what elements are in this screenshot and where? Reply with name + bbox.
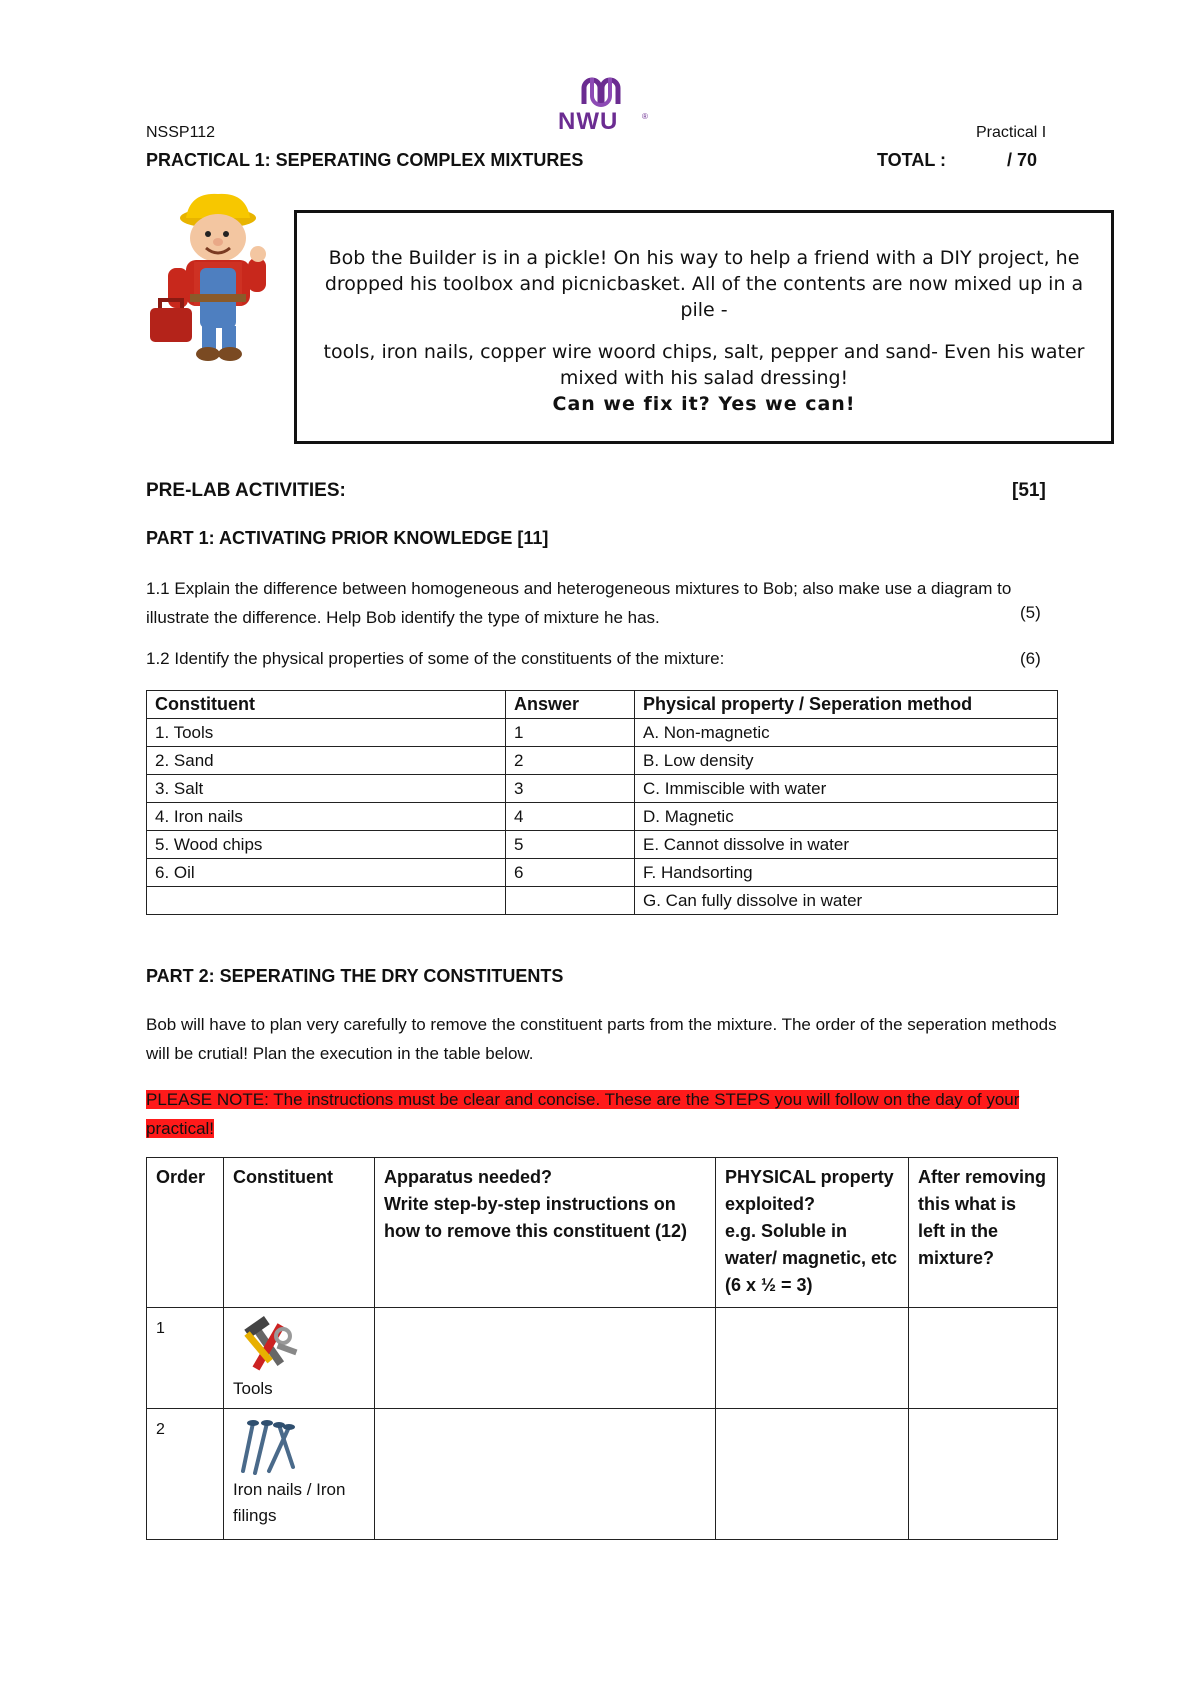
constituent-cell bbox=[224, 1308, 375, 1409]
table-header-row bbox=[147, 691, 1058, 719]
table-cell: D. Magnetic bbox=[635, 803, 1058, 831]
prelab-heading: PRE-LAB ACTIVITIES: bbox=[146, 480, 346, 501]
course-code: NSSP112 bbox=[146, 124, 216, 141]
table-cell: G. Can fully dissolve in water bbox=[635, 887, 1058, 915]
constituent-name: Tools bbox=[233, 1379, 273, 1398]
please-note bbox=[146, 1085, 1026, 1143]
prelab-marks: [51] bbox=[1012, 480, 1046, 501]
answer-cell[interactable]: 2 bbox=[506, 747, 635, 775]
after-answer-cell[interactable] bbox=[909, 1409, 1058, 1540]
question-1-2-marks: (6) bbox=[1020, 649, 1041, 668]
constituent-name: Iron nails / Iron filings bbox=[233, 1480, 346, 1525]
logo-registered-mark: ® bbox=[642, 112, 648, 121]
column-header: Physical property / Seperation method bbox=[635, 691, 1058, 719]
table-cell: C. Immiscible with water bbox=[635, 775, 1058, 803]
table-cell: E. Cannot dissolve in water bbox=[635, 831, 1058, 859]
table-row bbox=[147, 775, 1058, 803]
page-title: PRACTICAL 1: SEPERATING COMPLEX MIXTURES bbox=[146, 150, 584, 170]
apparatus-answer-cell[interactable] bbox=[375, 1308, 716, 1409]
please-note-text: PLEASE NOTE: The instructions must be clear and concise. These are the STEPS you will follow on the day of your practical! bbox=[146, 1090, 1020, 1138]
column-header-apparatus: Apparatus needed? Write step-by-step instructions on how to remove this constituent (12) bbox=[375, 1158, 716, 1308]
table-cell: 3. Salt bbox=[147, 775, 506, 803]
table-row bbox=[147, 1409, 1058, 1540]
story-line-1: Bob the Builder is in a pickle! On his way to help a friend with a DIY project, he dropped his toolbox and picnicbasket. All of the contents are now mixed up in a pile - bbox=[324, 247, 1084, 321]
story-slogan: Can we fix it? Yes we can! bbox=[552, 393, 856, 415]
story-line-2: tools, iron nails, copper wire woord chips, salt, pepper and sand- Even his water mixed with his salad dressing! bbox=[323, 341, 1085, 389]
nwu-logo bbox=[558, 74, 668, 138]
answer-cell[interactable]: 4 bbox=[506, 803, 635, 831]
table-cell: 5. Wood chips bbox=[147, 831, 506, 859]
part2-heading: PART 2: SEPERATING THE DRY CONSTITUENTS bbox=[146, 966, 564, 986]
table-row bbox=[147, 747, 1058, 775]
table-row bbox=[147, 803, 1058, 831]
order-number: 1 bbox=[156, 1320, 165, 1337]
practical-number: Practical I bbox=[976, 124, 1047, 141]
table-cell: B. Low density bbox=[635, 747, 1058, 775]
table-header-row bbox=[147, 1158, 1058, 1308]
matching-table bbox=[146, 690, 1058, 915]
answer-cell[interactable] bbox=[506, 887, 635, 915]
answer-cell[interactable]: 1 bbox=[506, 719, 635, 747]
question-1-2: 1.2 Identify the physical properties of some of the constituents of the mixture: bbox=[146, 649, 725, 668]
nwu-logo-icon bbox=[580, 74, 622, 108]
table-cell: 6. Oil bbox=[147, 859, 506, 887]
story-box bbox=[294, 210, 1114, 444]
separation-plan-table bbox=[146, 1157, 1058, 1540]
order-number: 2 bbox=[156, 1421, 165, 1438]
column-header-physical: PHYSICAL property exploited? e.g. Soluble in water/ magnetic, etc (6 x ½ = 3) bbox=[716, 1158, 909, 1308]
table-cell: A. Non-magnetic bbox=[635, 719, 1058, 747]
column-header-order: Order bbox=[147, 1158, 224, 1308]
column-header-constituent: Constituent bbox=[224, 1158, 375, 1308]
total-value: / 70 bbox=[1007, 150, 1038, 170]
column-header-after: After removing this what is left in the mixture? bbox=[909, 1158, 1058, 1308]
physical-answer-cell[interactable] bbox=[716, 1308, 909, 1409]
table-cell: 4. Iron nails bbox=[147, 803, 506, 831]
table-row bbox=[147, 887, 1058, 915]
table-row bbox=[147, 1308, 1058, 1409]
bob-the-builder-image bbox=[146, 190, 286, 365]
question-1-1-marks: (5) bbox=[1020, 603, 1041, 622]
total-label: TOTAL : bbox=[877, 150, 946, 170]
table-cell bbox=[147, 887, 506, 915]
answer-cell[interactable]: 5 bbox=[506, 831, 635, 859]
physical-answer-cell[interactable] bbox=[716, 1409, 909, 1540]
tools-icon bbox=[233, 1316, 305, 1376]
table-cell: F. Handsorting bbox=[635, 859, 1058, 887]
answer-cell[interactable]: 6 bbox=[506, 859, 635, 887]
table-row bbox=[147, 719, 1058, 747]
part1-heading: PART 1: ACTIVATING PRIOR KNOWLEDGE [11] bbox=[146, 528, 549, 548]
table-row bbox=[147, 859, 1058, 887]
answer-cell[interactable]: 3 bbox=[506, 775, 635, 803]
nails-icon bbox=[233, 1417, 305, 1477]
after-answer-cell[interactable] bbox=[909, 1308, 1058, 1409]
logo-text: NWU bbox=[558, 108, 619, 135]
part2-intro: Bob will have to plan very carefully to remove the constituent parts from the mixture. The order of the seperation methods will be crutial! Plan the execution in the table below. bbox=[146, 1015, 1057, 1063]
table-cell: 2. Sand bbox=[147, 747, 506, 775]
apparatus-answer-cell[interactable] bbox=[375, 1409, 716, 1540]
constituent-cell bbox=[224, 1409, 375, 1540]
order-cell bbox=[147, 1409, 224, 1540]
question-1-1: 1.1 Explain the difference between homogeneous and heterogeneous mixtures to Bob; also make use a diagram to illustrate the difference. Help Bob identify the type of mixture he has. bbox=[146, 579, 1012, 627]
order-cell bbox=[147, 1308, 224, 1409]
table-row bbox=[147, 831, 1058, 859]
column-header: Answer bbox=[506, 691, 635, 719]
column-header: Constituent bbox=[147, 691, 506, 719]
table-cell: 1. Tools bbox=[147, 719, 506, 747]
